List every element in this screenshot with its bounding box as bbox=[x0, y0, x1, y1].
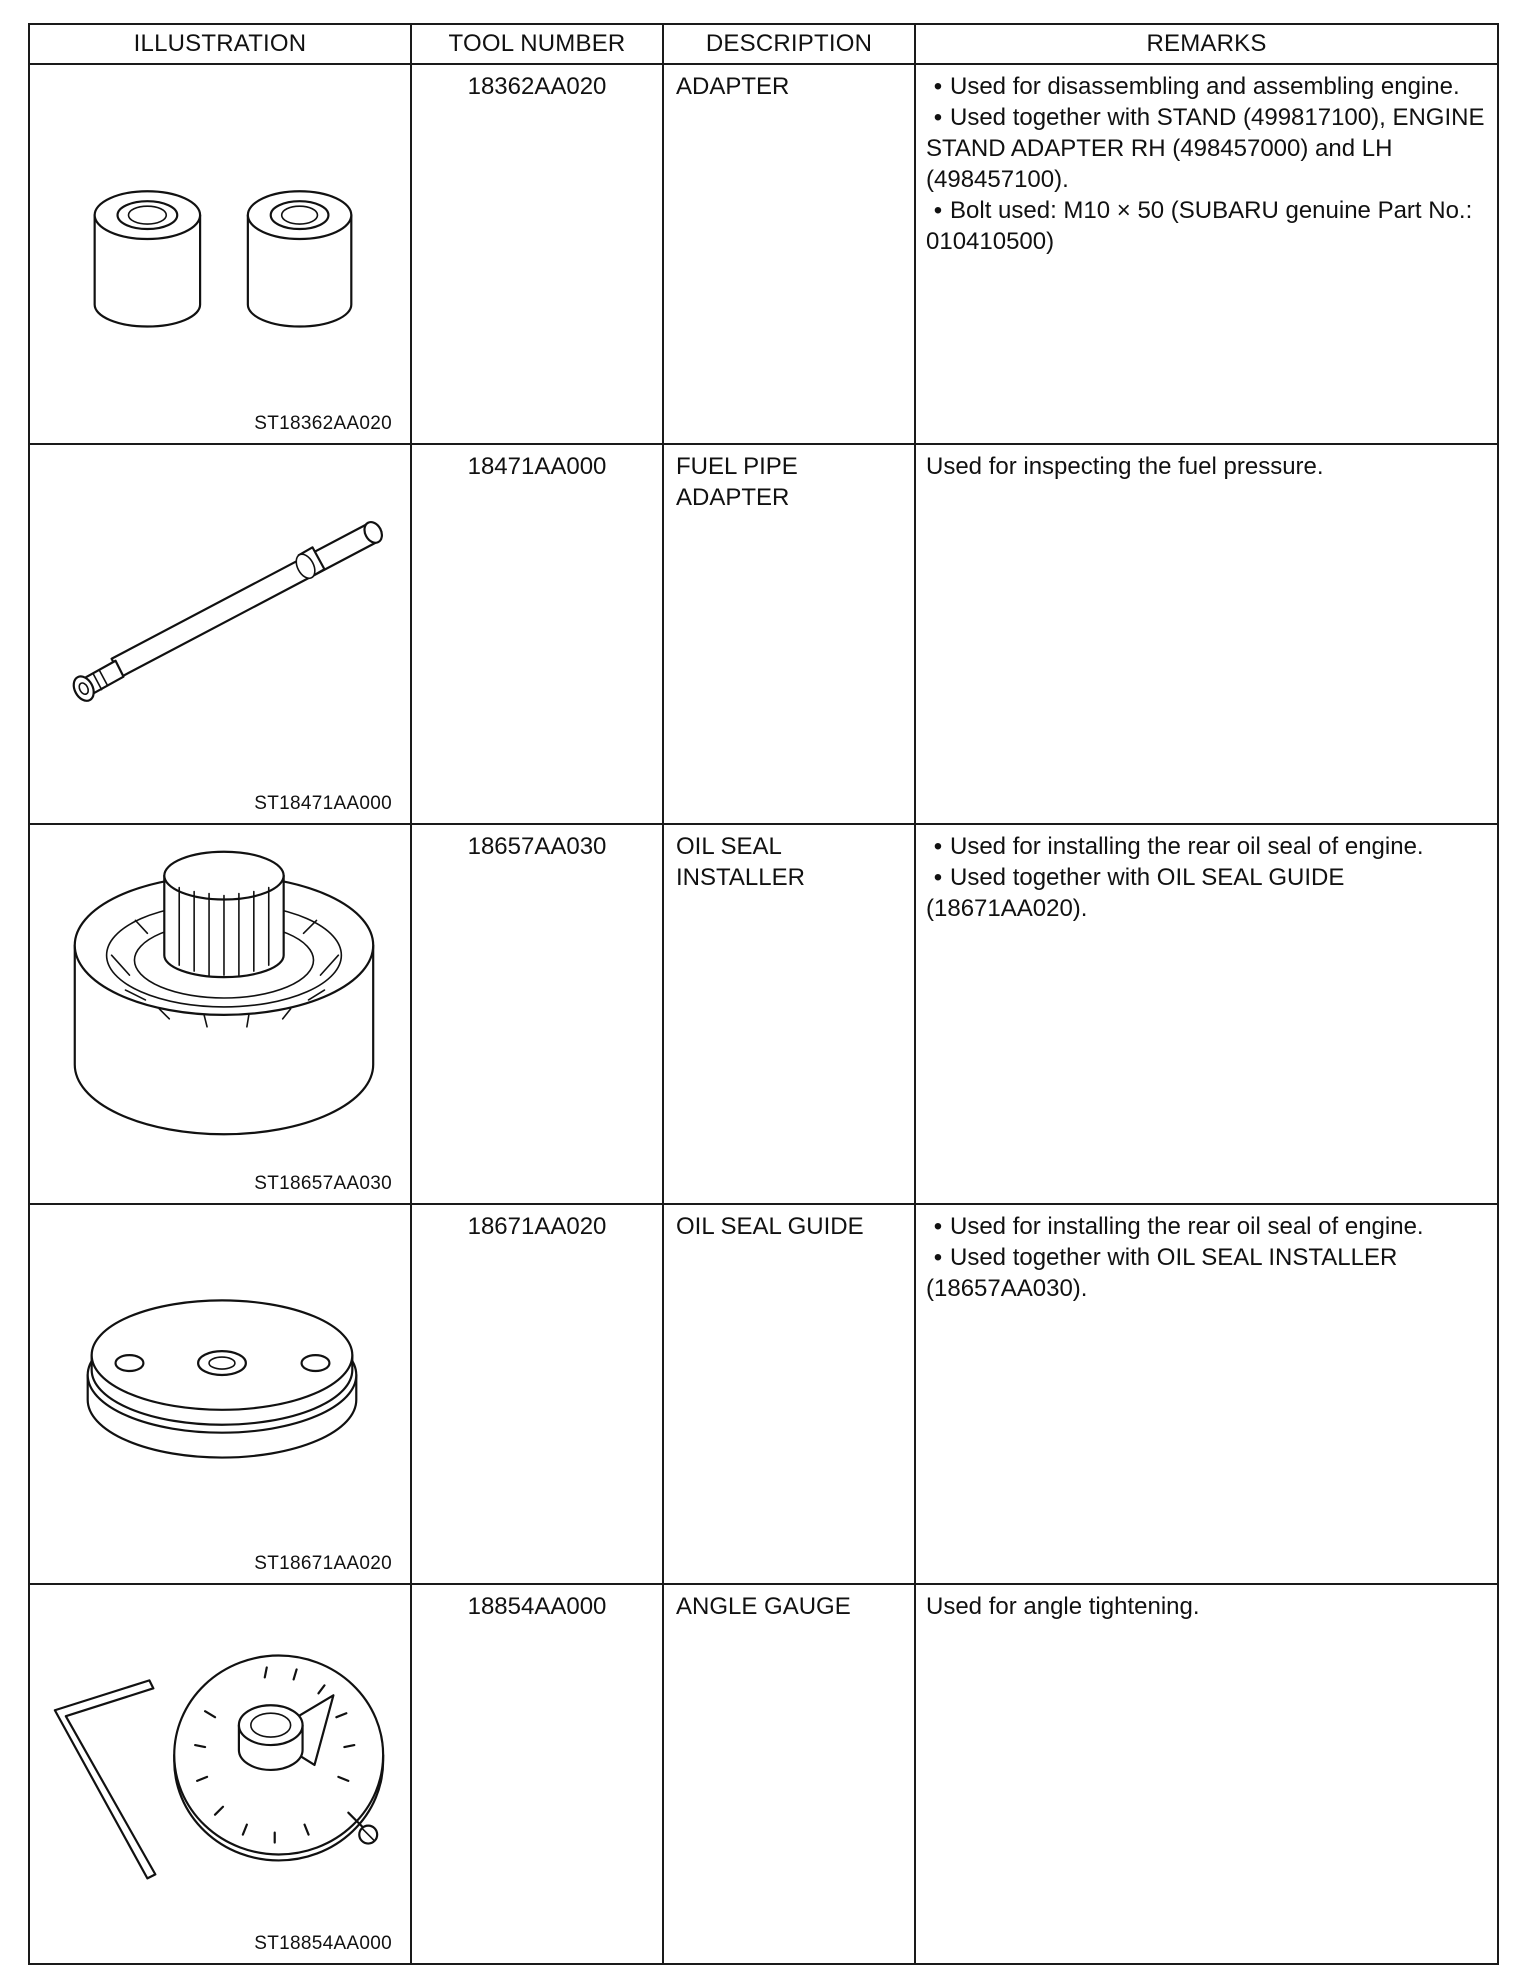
remark-line: Used for inspecting the fuel pressure. bbox=[926, 453, 1324, 480]
remarks-cell bbox=[915, 64, 1498, 444]
table-row bbox=[29, 1204, 1498, 1584]
remarks-cell bbox=[915, 1204, 1498, 1584]
remarks-cell bbox=[915, 824, 1498, 1204]
tool-description: OIL SEAL GUIDE bbox=[663, 1204, 915, 1584]
remark-line: • Used for installing the rear oil seal of engine. bbox=[933, 1213, 1424, 1240]
table-row bbox=[29, 444, 1498, 824]
tool-description: OIL SEAL INSTALLER bbox=[663, 824, 915, 1204]
illustration-code: ST18657AA030 bbox=[254, 1173, 392, 1194]
oil-seal-guide-icon bbox=[30, 1205, 410, 1545]
table-row bbox=[29, 1584, 1498, 1964]
illustration-code: ST18362AA020 bbox=[254, 413, 392, 434]
remark-line: • Used together with OIL SEAL INSTALLER (18657AA030). bbox=[926, 1244, 1398, 1302]
tool-number: 18362AA020 bbox=[411, 64, 663, 444]
tool-number: 18854AA000 bbox=[411, 1584, 663, 1964]
header-tool-number: TOOL NUMBER bbox=[411, 24, 663, 64]
fuel-pipe-icon bbox=[30, 445, 410, 785]
illustration-cell bbox=[29, 64, 411, 444]
remarks-cell bbox=[915, 1584, 1498, 1964]
header-remarks: REMARKS bbox=[915, 24, 1498, 64]
table-row bbox=[29, 64, 1498, 444]
tool-description: ADAPTER bbox=[663, 64, 915, 444]
illustration-code: ST18854AA000 bbox=[254, 1933, 392, 1954]
remark-line: • Used for installing the rear oil seal of engine. bbox=[933, 833, 1424, 860]
remark-line: • Used together with OIL SEAL GUIDE (18671AA020). bbox=[926, 864, 1345, 922]
header-row bbox=[29, 24, 1498, 64]
header-description: DESCRIPTION bbox=[663, 24, 915, 64]
illustration-cell bbox=[29, 1204, 411, 1584]
illustration-code: ST18471AA000 bbox=[254, 793, 392, 814]
illustration-cell bbox=[29, 444, 411, 824]
header-illustration: ILLUSTRATION bbox=[29, 24, 411, 64]
special-tools-table bbox=[28, 23, 1499, 1965]
adapter-cylinders-icon bbox=[30, 65, 410, 405]
tool-description: ANGLE GAUGE bbox=[663, 1584, 915, 1964]
illustration-cell bbox=[29, 824, 411, 1204]
illustration-code: ST18671AA020 bbox=[254, 1553, 392, 1574]
tool-number: 18657AA030 bbox=[411, 824, 663, 1204]
tool-description: FUEL PIPE ADAPTER bbox=[663, 444, 915, 824]
remarks-cell bbox=[915, 444, 1498, 824]
illustration-cell bbox=[29, 1584, 411, 1964]
tool-number: 18671AA020 bbox=[411, 1204, 663, 1584]
remark-line: Used for angle tightening. bbox=[926, 1593, 1200, 1620]
remark-line: • Used together with STAND (499817100), ENGINE STAND ADAPTER RH (498457000) and LH (498457100). bbox=[926, 104, 1485, 193]
remark-line: • Used for disassembling and assembling engine. bbox=[933, 73, 1460, 100]
remark-line: • Bolt used: M10 × 50 (SUBARU genuine Part No.: 010410500) bbox=[926, 197, 1473, 255]
oil-seal-installer-icon bbox=[30, 825, 410, 1165]
table-row bbox=[29, 824, 1498, 1204]
angle-gauge-icon bbox=[30, 1585, 410, 1925]
tool-number: 18471AA000 bbox=[411, 444, 663, 824]
